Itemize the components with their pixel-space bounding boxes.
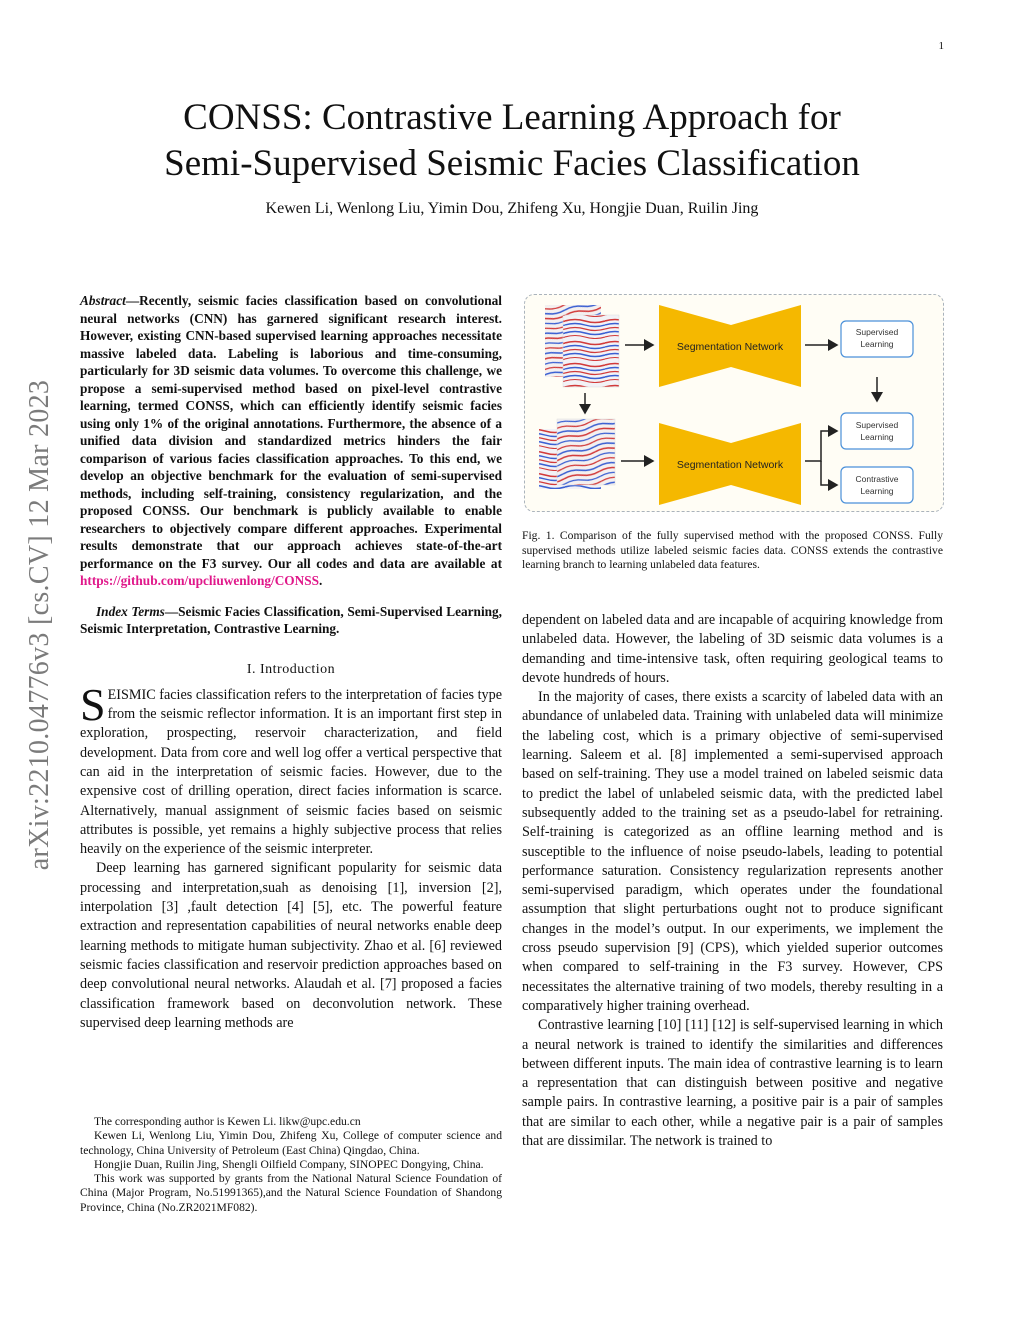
section-heading: I. Introduction	[246, 661, 336, 677]
seismic-image-unlabeled	[539, 419, 615, 489]
seismic-image-labeled	[545, 305, 619, 387]
footnote: Hongjie Duan, Ruilin Jing, Shengli Oilfield Company, SINOPEC Dongying, China.	[94, 1157, 484, 1171]
footnotes	[80, 1115, 502, 1215]
supervised-bottom-line1: Supervised	[855, 420, 899, 430]
footnote: Kewen Li, Wenlong Liu, Yimin Dou, Zhifeng Xu, College of computer science and technology, China University of Petroleum (East China) Qingdao, China.	[80, 1129, 502, 1157]
abstract-end: .	[319, 573, 323, 588]
abstract-text: —Recently, seismic facies classification based on convolutional neural networks (CNN) has garnered significant research interest. However, existing CNN-based supervised learning approaches necessitate massive labeled data. Labeling is laborious and time-consuming, particularly for 3D seismic data volumes. To overcome this challenge, we propose a semi-supervised method based on pixel-level contrastive learning, termed CONSS, which can efficiently identify seismic facies using only 1% of the original annotations. Furthermore, the absence of a unified data division and standardized metrics hinders the fair comparison of various facies classification approaches. To this end, we develop an objective benchmark for the evaluation of semi-supervised methods, including self-training, consistency regularization, and the proposed CONSS. Our benchmark is publicly available to enable researchers to objectively compare different approaches. Experimental results demonstrate that our approach achieves state-of-the-art performance on the F3 survey. Our all codes and data are available at	[80, 293, 502, 571]
network-bottom-label: Segmentation Network	[676, 459, 784, 471]
page-number: 1	[938, 40, 944, 52]
index-terms-lead: Index Terms	[96, 603, 165, 619]
index-terms	[80, 603, 502, 638]
author-list: Kewen Li, Wenlong Liu, Yimin Dou, Zhifeng Xu, Hongjie Duan, Ruilin Jing	[265, 200, 759, 217]
contrastive-line2: Learning	[860, 486, 894, 496]
arxiv-stamp-text: arXiv:2210.04776v3 [cs.CV] 12 Mar 2023	[24, 379, 55, 871]
arrow	[821, 461, 837, 485]
intro-paragraph-1-text: EISMIC facies classification refers to the interpretation of facies type from the seismic reflector information. It is an important first step in exploration, prospecting, reservoir characterization, and field development. Data from core and well log offer a vertical perspective that can aid in the interpretation of seismic facies. However, due to the expensive cost of drilling operation, direct facies information is scarce. Alternatively, manual assignment of seismic facies based on seismic attributes is possible, yet remains a highly subjective process that relies heavily on the experience of the seismic interpreter.	[80, 686, 502, 858]
footnote: The corresponding author is Kewen Li. likw@upc.edu.cn	[94, 1115, 361, 1128]
abstract-lead: Abstract	[80, 293, 126, 308]
paper-title	[80, 95, 944, 187]
right-column	[522, 611, 943, 1151]
arrow	[805, 431, 837, 461]
figure-caption: Fig. 1. Comparison of the fully supervised method with the proposed CONSS. Fully supervised methods utilize labeled seismic facies data. CONSS extends the contrastive learning branch to learning unlabeled data features.	[522, 529, 943, 572]
contrastive-line1: Contrastive	[855, 474, 899, 484]
footnote: This work was supported by grants from the National Natural Science Foundation of China (Major Program, No.51991365),and the Natural Science Foundation of Shandong Province, China (No.ZR2021MF082).	[80, 1172, 502, 1214]
supervised-bottom-line2: Learning	[860, 432, 894, 442]
left-column	[80, 292, 502, 1033]
title-line-1: CONSS: Contrastive Learning Approach for	[183, 97, 841, 138]
right-paragraph-1: dependent on labeled data and are incapable of acquiring knowledge from unlabeled data. However, the labeling of 3D seismic data volumes is a demanding and time-intensive task, often requiring geological teams to devote hundreds of hours.	[522, 612, 943, 686]
drop-cap: S	[80, 678, 106, 730]
title-line-2: Semi-Supervised Seismic Facies Classification	[164, 143, 860, 184]
supervised-top-line2: Learning	[860, 339, 894, 349]
figure-1	[524, 294, 944, 512]
supervised-box-bottom	[841, 413, 913, 449]
intro-paragraph-2: Deep learning has garnered significant popularity for seismic data processing and interpretation,suah as denoising [1], inversion [2], interpolation [3] ,fault detection [4] [5], etc. The powerful feature extraction and representation capabilities of neural networks enable deep learning methods to mitigate human subjectivity. Zhao et al. [6] reviewed seismic facies classification and reservoir prediction approaches based on deep convolutional neural networks. Alaudah et al. [7] proposed a facies classification framework based on deconvolution network. These supervised deep learning methods are	[80, 860, 502, 1031]
network-top-label: Segmentation Network	[676, 341, 784, 353]
contrastive-box	[841, 467, 913, 503]
abstract	[80, 292, 502, 590]
index-terms-text: —Seismic Facies Classification, Semi-Supervised Learning, Seismic Interpretation, Contrastive Learning.	[80, 603, 503, 636]
right-paragraph-2: In the majority of cases, there exists a scarcity of labeled data with an abundance of unlabeled data. Training with unlabeled data will minimize the labeling cost, which is a primary objective of semi-supervised learning. Saleem et al. [8] implemented a semi-supervised approach based on self-training. They use a model trained on labeled seismic data to predict the label of unlabeled seismic data, with the predicted label subsequently added to the training set as a pseudo-label for retraining. Self-training is categorized as an offline learning method and is susceptible to the influence of noise pseudo-labels, leading to potential performance saturation. Consistency regularization represents another semi-supervised paradigm, which operates under the foundational assumption that slight perturbations ought not to produce significant changes in the model’s output. In our experiments, we implement the cross pseudo supervision [9] (CPS), which yielded superior outcomes when compared to self-training in the F3 survey. However, CPS necessitates the alternative training of two models, thereby resulting in a comparatively higher training overhead.	[522, 689, 943, 1014]
right-paragraph-3: Contrastive learning [10] [11] [12] is self-supervised learning in which a neural network is trained to identify the similarities and differences between different inputs. The main idea of contrastive learning is to learn a representation that can distinguish between positive and negative sample pairs. In contrastive learning, a positive pair is a pair of samples that are similar to each other, while a negative pair is a pair of samples that are dissimilar. The network is trained to	[522, 1017, 943, 1150]
code-link[interactable]: https://github.com/upcliuwenlong/CONSS	[80, 573, 320, 588]
intro-paragraph-1	[80, 678, 502, 860]
figure-diagram	[525, 295, 942, 510]
supervised-top-line1: Supervised	[855, 327, 899, 337]
